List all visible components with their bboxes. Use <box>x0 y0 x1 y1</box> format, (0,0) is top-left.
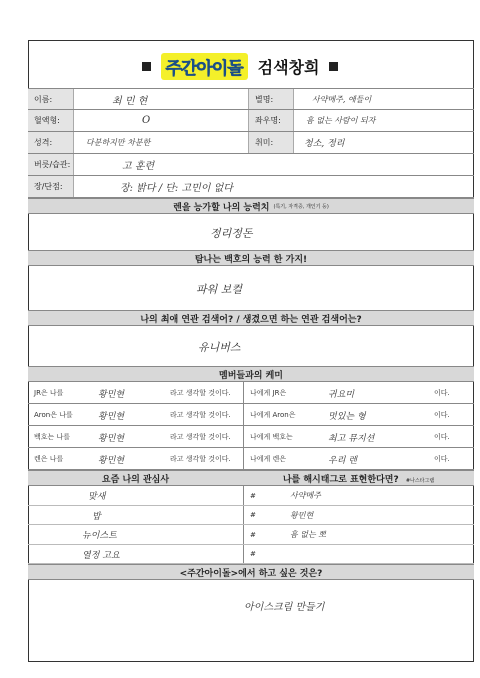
habit-value: 고 훈련 <box>122 161 155 172</box>
chem-left-value: 황민현 <box>98 389 125 400</box>
ability-title: 렌을 능가할 나의 능력치 <box>173 202 270 213</box>
chem-left-suffix: 라고 생각할 것이다. <box>170 455 231 463</box>
interests-hashtags-row <box>28 525 474 545</box>
chem-left-prefix: 렌은 나를 <box>34 455 64 463</box>
nickname-label: 별명: <box>248 89 294 109</box>
chem-right-prefix: 나에게 백호는 <box>250 433 293 441</box>
hobby-value: 청소, 정리 <box>304 139 345 149</box>
interests-hashtags-row <box>28 506 474 526</box>
personality-label: 성격: <box>28 132 74 153</box>
motto-value: 흠 없는 사람이 되자 <box>306 116 376 125</box>
chem-left-prefix: JR은 나를 <box>34 389 64 397</box>
interest-item: 열정 고요 <box>82 550 120 561</box>
chem-right-value: 멋있는 형 <box>328 411 366 422</box>
baekho-answer: 파워 보컬 <box>196 283 243 296</box>
ability-answer: 정리정돈 <box>210 227 253 240</box>
wish-answer: 아이스크림 만들기 <box>244 601 325 613</box>
chem-divider <box>243 426 244 448</box>
chemistry-row <box>28 448 474 470</box>
black-square-icon <box>142 62 151 71</box>
black-square-icon <box>329 62 338 71</box>
interest-item: 밥 <box>92 511 101 522</box>
chem-right-suffix: 이다. <box>434 411 450 419</box>
hash-symbol: # <box>250 530 256 539</box>
chem-left-value: 황민현 <box>98 411 125 422</box>
hashtag-item: 흠 없는 뽀 <box>290 530 326 540</box>
interests-hashtags-row <box>28 545 474 565</box>
chem-right-prefix: 나에게 렌은 <box>250 455 287 463</box>
section-wish-header <box>28 564 474 580</box>
wish-title: <주간아이돌>에서 하고 싶은 것은? <box>179 568 323 579</box>
search-answer: 유니버스 <box>198 341 241 354</box>
interests-title: 요즘 나의 관심사 <box>101 474 170 485</box>
blood-value: O <box>142 115 151 126</box>
chem-left-prefix: 백호는 나를 <box>34 433 71 441</box>
profile-row-name <box>28 88 474 110</box>
profile-row-blood <box>28 110 474 132</box>
chem-right-prefix: 나에게 JR은 <box>250 389 287 397</box>
merit-label: 장/단점: <box>28 176 74 197</box>
profile-row-merit <box>28 176 474 198</box>
chem-right-suffix: 이다. <box>434 433 450 441</box>
chem-divider <box>243 448 244 470</box>
hobby-label: 취미: <box>248 132 294 153</box>
merit-value: 장: 밝다 / 단: 고민이 없다 <box>120 183 233 194</box>
chem-divider <box>243 404 244 426</box>
baekho-title: 탐나는 백호의 능력 한 가지! <box>194 254 308 265</box>
chem-right-prefix: 나에게 Aron은 <box>250 411 296 419</box>
form-header <box>0 48 480 84</box>
chemistry-row <box>28 382 474 404</box>
chem-right-value: 최고 뮤지션 <box>328 433 375 444</box>
blood-label: 혈액형: <box>28 110 74 131</box>
interests-hashtags-row <box>28 486 474 506</box>
motto-label: 좌우명: <box>248 110 294 131</box>
hash-symbol: # <box>250 511 256 520</box>
ability-note: (특기, 자격증, 개인기 등) <box>273 203 329 210</box>
chem-right-suffix: 이다. <box>434 389 450 397</box>
section-interests-hashtags-header <box>28 470 474 486</box>
section-ability-header <box>28 198 474 214</box>
section-search-header <box>28 310 474 326</box>
hash-symbol: # <box>250 550 256 559</box>
personality-value: 다분하지만 차분한 <box>86 138 151 147</box>
name-value: 최 민 현 <box>112 95 148 107</box>
interest-item: 맞새 <box>88 492 106 503</box>
hash-symbol: # <box>250 491 256 500</box>
hashtag-item: 사약메주 <box>290 491 321 501</box>
chem-left-suffix: 라고 생각할 것이다. <box>170 389 231 397</box>
chem-right-value: 귀요미 <box>328 389 355 400</box>
section-baekho-header <box>28 250 474 266</box>
form-title: 검색창희 <box>257 57 320 77</box>
chem-right-suffix: 이다. <box>434 455 450 463</box>
hashtags-note: #나스타그램 <box>405 477 435 484</box>
hashtag-item: 황민현 <box>290 510 314 520</box>
chem-right-value: 우리 렌 <box>328 455 357 466</box>
chemistry-row <box>28 404 474 426</box>
interest-item: 뉴이스트 <box>82 531 117 542</box>
section-chemistry-header <box>28 366 474 382</box>
chem-left-suffix: 라고 생각할 것이다. <box>170 411 231 419</box>
hashtags-title: 나를 해시태그로 표현한다면? <box>282 474 399 485</box>
name-label: 이름: <box>28 89 74 109</box>
profile-row-personality <box>28 132 474 154</box>
chemistry-title: 멤버들과의 케미 <box>219 370 283 381</box>
chem-left-prefix: Aron은 나를 <box>34 411 73 419</box>
chem-left-value: 황민현 <box>98 455 125 466</box>
chem-left-value: 황민현 <box>98 433 125 444</box>
chem-divider <box>243 382 244 404</box>
nickname-value: 사약메주, 애들이 <box>312 94 372 104</box>
search-title: 나의 최애 연관 검색어? / 생겼으면 하는 연관 검색어는? <box>140 314 362 325</box>
chem-left-suffix: 라고 생각할 것이다. <box>170 433 231 441</box>
habit-label: 버릇/습관: <box>28 154 74 175</box>
profile-row-habit <box>28 154 474 176</box>
show-logo: 주간아이돌 <box>161 53 248 80</box>
chemistry-row <box>28 426 474 448</box>
